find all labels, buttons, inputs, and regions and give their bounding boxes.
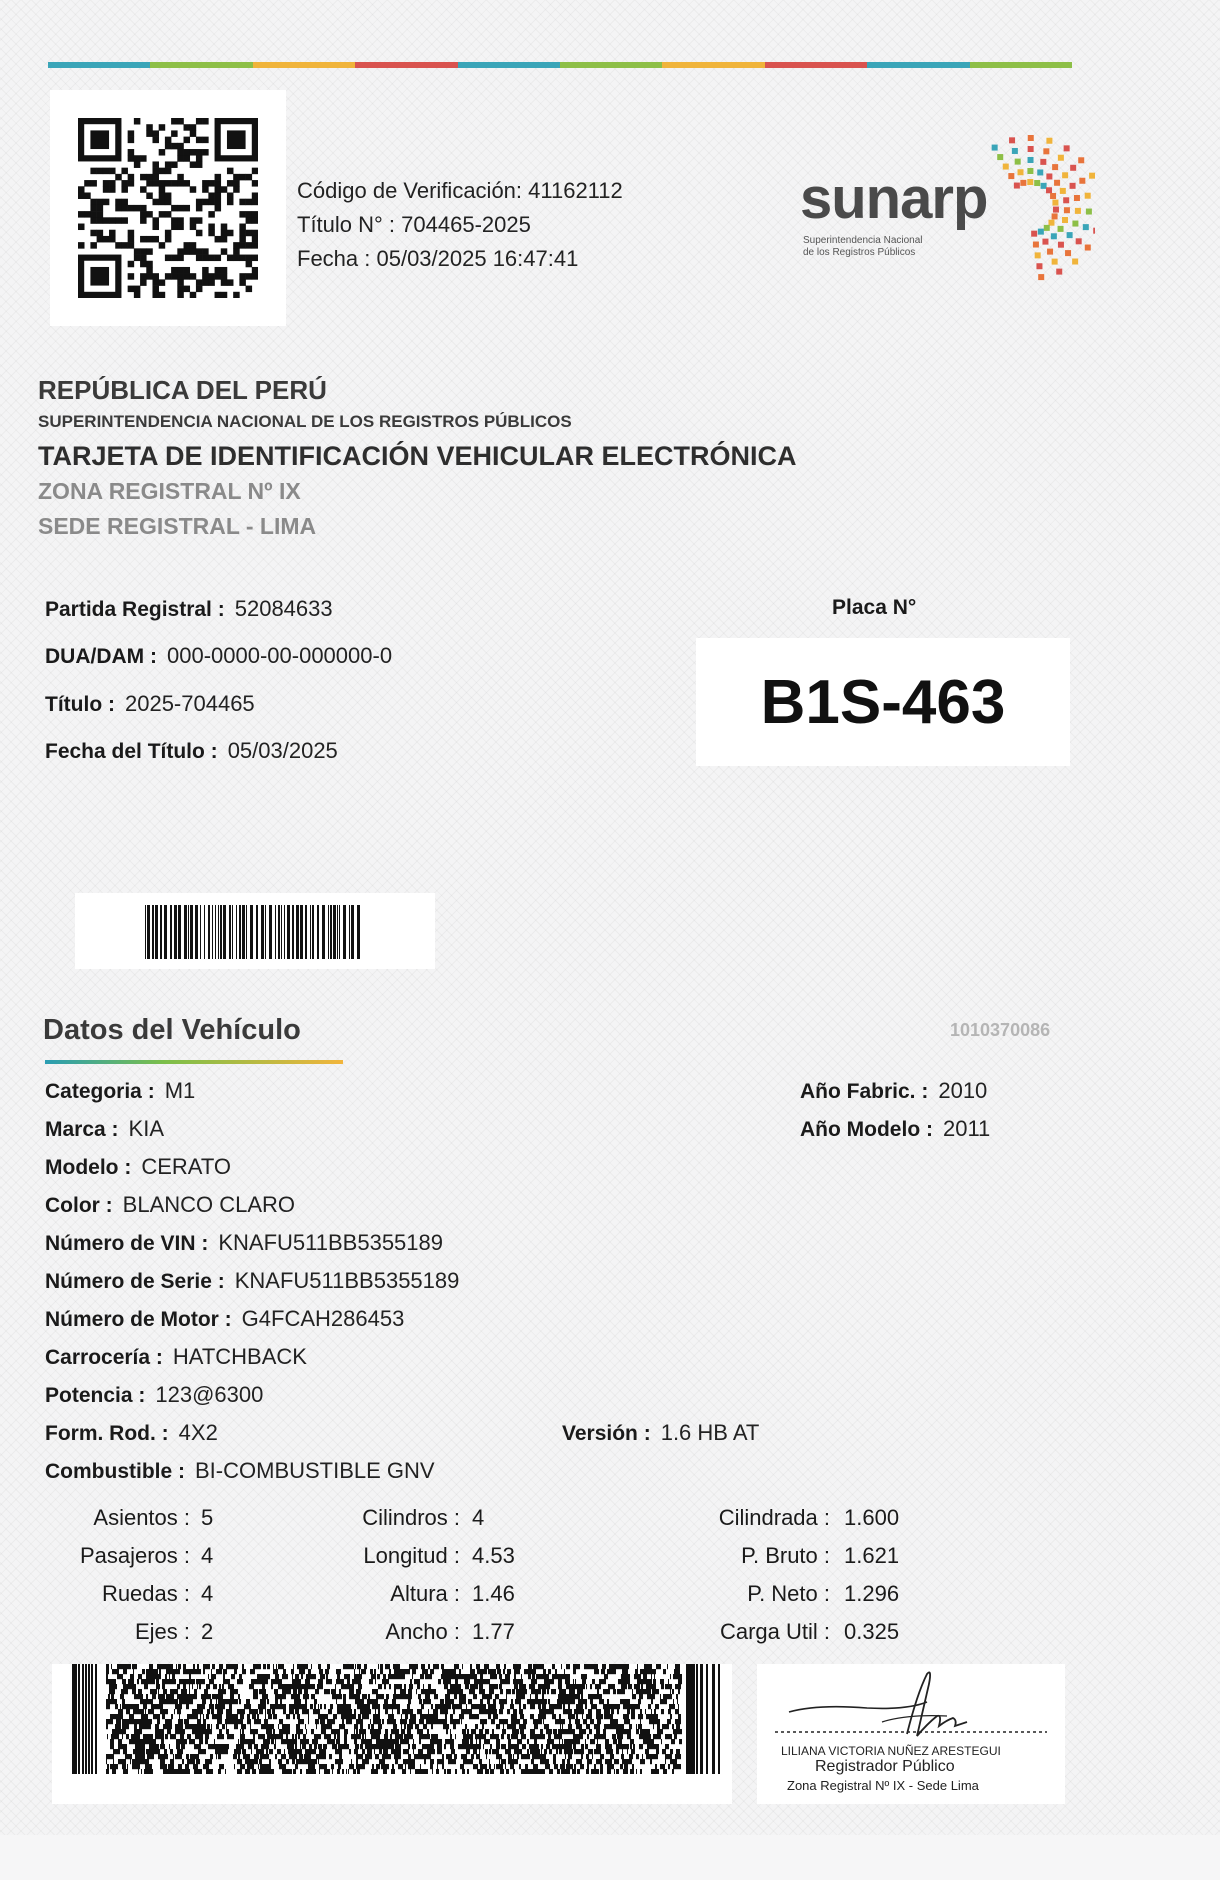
logo-subtitle-line1: Superintendencia Nacional	[803, 235, 923, 246]
ano-fabric-value: 2010	[938, 1078, 988, 1103]
seat-heading: SEDE REGISTRAL - LIMA	[38, 513, 317, 539]
altura-value: 1.46	[472, 1581, 515, 1606]
ejes-label: Ejes :	[134, 1619, 190, 1644]
categoria-row	[45, 1078, 195, 1104]
version-value: 1.6 HB AT	[660, 1420, 760, 1445]
placa-label: Placa N°	[832, 596, 917, 619]
carroceria-value: HATCHBACK	[172, 1344, 307, 1369]
combustible-row	[45, 1458, 435, 1484]
cilindros-value: 4	[472, 1505, 485, 1530]
vin-row	[45, 1230, 443, 1256]
pneto-label: P. Neto :	[747, 1581, 830, 1606]
modelo-row	[45, 1154, 231, 1180]
dua-label: DUA/DAM :	[45, 645, 157, 668]
combustible-value: BI-COMBUSTIBLE GNV	[195, 1458, 435, 1483]
motor-label: Número de Motor :	[45, 1308, 232, 1331]
stripe-segment	[48, 62, 150, 68]
stripe-segment	[662, 62, 764, 68]
stripe-segment	[560, 62, 662, 68]
partida-label: Partida Registral :	[45, 598, 225, 621]
stripe-segment	[765, 62, 867, 68]
vin-label: Número de VIN :	[45, 1232, 209, 1255]
carga-value: 0.325	[844, 1619, 900, 1644]
sunarp-logo	[795, 115, 1095, 285]
signer-name: LILIANA VICTORIA NUÑEZ ARESTEGUI	[781, 1744, 1001, 1758]
titulo-label: Título :	[45, 693, 115, 716]
verification-block	[297, 174, 623, 276]
document-title: TARJETA DE IDENTIFICACIÓN VEHICULAR ELECTRÓNICA	[38, 441, 797, 471]
stripe-segment	[458, 62, 560, 68]
qr-code	[50, 90, 286, 326]
ano-modelo-value: 2011	[942, 1116, 991, 1141]
color-value: BLANCO CLARO	[122, 1192, 296, 1217]
formrod-row	[45, 1420, 218, 1446]
ano-modelo-row	[800, 1116, 990, 1142]
serie-row	[45, 1268, 459, 1294]
motor-row	[45, 1306, 404, 1332]
ano-fabric-label: Año Fabric. :	[800, 1080, 929, 1103]
fecha-titulo-label: Fecha del Título :	[45, 740, 218, 763]
ruedas-label: Ruedas :	[101, 1581, 190, 1606]
placa-box	[696, 638, 1070, 766]
fecha-titulo-value: 05/03/2025	[227, 738, 338, 763]
carroceria-row	[45, 1344, 307, 1370]
ano-modelo-label: Año Modelo :	[800, 1118, 933, 1141]
barcode-icon	[145, 905, 363, 959]
stripe-segment	[150, 62, 252, 68]
potencia-row	[45, 1382, 263, 1408]
placa-value: B1S-463	[760, 667, 1006, 737]
ejes-value: 2	[201, 1619, 214, 1644]
ancho-label: Ancho :	[385, 1619, 460, 1644]
stripe-segment	[970, 62, 1072, 68]
serial-number: 1010370086	[950, 1020, 1051, 1040]
pdf417-barcode	[52, 1664, 732, 1804]
vehicle-section-title: Datos del Vehículo	[43, 1014, 301, 1046]
bottom-margin	[0, 1835, 1220, 1880]
titulo-value: 2025-704465	[124, 691, 255, 716]
titulo-row	[45, 691, 255, 717]
pdf417-barcode-icon	[72, 1664, 732, 1774]
asientos-value: 5	[201, 1505, 214, 1530]
pbruto-label: P. Bruto :	[741, 1543, 830, 1568]
section-underline	[45, 1060, 343, 1064]
modelo-value: CERATO	[141, 1154, 231, 1179]
vin-value: KNAFU511BB5355189	[218, 1230, 443, 1255]
fecha-titulo-row	[45, 738, 338, 764]
formrod-label: Form. Rod. :	[45, 1422, 169, 1445]
logo-wordmark: sunarp	[800, 166, 988, 231]
logo-subtitle	[803, 235, 923, 259]
cilindrada-value: 1.600	[844, 1505, 900, 1530]
potencia-label: Potencia :	[45, 1384, 146, 1407]
country-heading: REPÚBLICA DEL PERÚ	[38, 375, 327, 405]
marca-value: KIA	[128, 1116, 164, 1141]
qr-code-icon	[78, 118, 258, 298]
verification-title-number: Título N° : 704465-2025	[297, 212, 531, 237]
signer-role: Registrador Público	[815, 1758, 955, 1775]
categoria-value: M1	[164, 1078, 196, 1103]
asientos-label: Asientos :	[93, 1505, 190, 1530]
ruedas-value: 4	[201, 1581, 214, 1606]
partida-row	[45, 596, 333, 622]
potencia-value: 123@6300	[155, 1382, 264, 1407]
zone-heading: ZONA REGISTRAL Nº IX	[38, 478, 301, 504]
ano-fabric-row	[800, 1078, 987, 1104]
pbruto-value: 1.621	[844, 1543, 900, 1568]
combustible-label: Combustible :	[45, 1460, 185, 1483]
serie-value: KNAFU511BB5355189	[234, 1268, 460, 1293]
dua-value: 000-0000-00-000000-0	[166, 643, 393, 668]
altura-label: Altura :	[390, 1581, 460, 1606]
serie-label: Número de Serie :	[45, 1270, 225, 1293]
signature-icon	[757, 1664, 1065, 1754]
stripe-segment	[867, 62, 969, 68]
carga-label: Carga Util :	[719, 1619, 830, 1644]
partida-value: 52084633	[234, 596, 333, 621]
formrod-value: 4X2	[178, 1420, 218, 1445]
pneto-value: 1.296	[844, 1581, 900, 1606]
cilindrada-label: Cilindrada :	[718, 1505, 830, 1530]
stripe-segment	[355, 62, 457, 68]
cilindros-label: Cilindros :	[362, 1505, 460, 1530]
verification-date: Fecha : 05/03/2025 16:47:41	[297, 246, 579, 271]
color-row	[45, 1192, 295, 1218]
modelo-label: Modelo :	[45, 1156, 132, 1179]
small-barcode	[75, 893, 435, 969]
dua-row	[45, 643, 392, 669]
version-row	[562, 1420, 759, 1446]
signer-zone: Zona Registral Nº IX - Sede Lima	[787, 1778, 979, 1793]
motor-value: G4FCAH286453	[241, 1306, 405, 1331]
signature-block	[757, 1664, 1065, 1804]
carroceria-label: Carrocería :	[45, 1346, 163, 1369]
institution-heading: SUPERINTENDENCIA NACIONAL DE LOS REGISTROS PÚBLICOS	[38, 412, 572, 431]
ancho-value: 1.77	[472, 1619, 515, 1644]
longitud-label: Longitud :	[363, 1543, 460, 1568]
version-label: Versión :	[562, 1422, 651, 1445]
categoria-label: Categoria :	[45, 1080, 155, 1103]
top-color-stripe	[48, 62, 1072, 68]
pasajeros-value: 4	[201, 1543, 214, 1568]
marca-row	[45, 1116, 164, 1142]
logo-subtitle-line2: de los Registros Públicos	[803, 247, 916, 258]
marca-label: Marca :	[45, 1118, 119, 1141]
pasajeros-label: Pasajeros :	[79, 1543, 190, 1568]
color-label: Color :	[45, 1194, 113, 1217]
verification-code: Código de Verificación: 41162112	[297, 178, 623, 203]
longitud-value: 4.53	[472, 1543, 515, 1568]
stripe-segment	[253, 62, 355, 68]
